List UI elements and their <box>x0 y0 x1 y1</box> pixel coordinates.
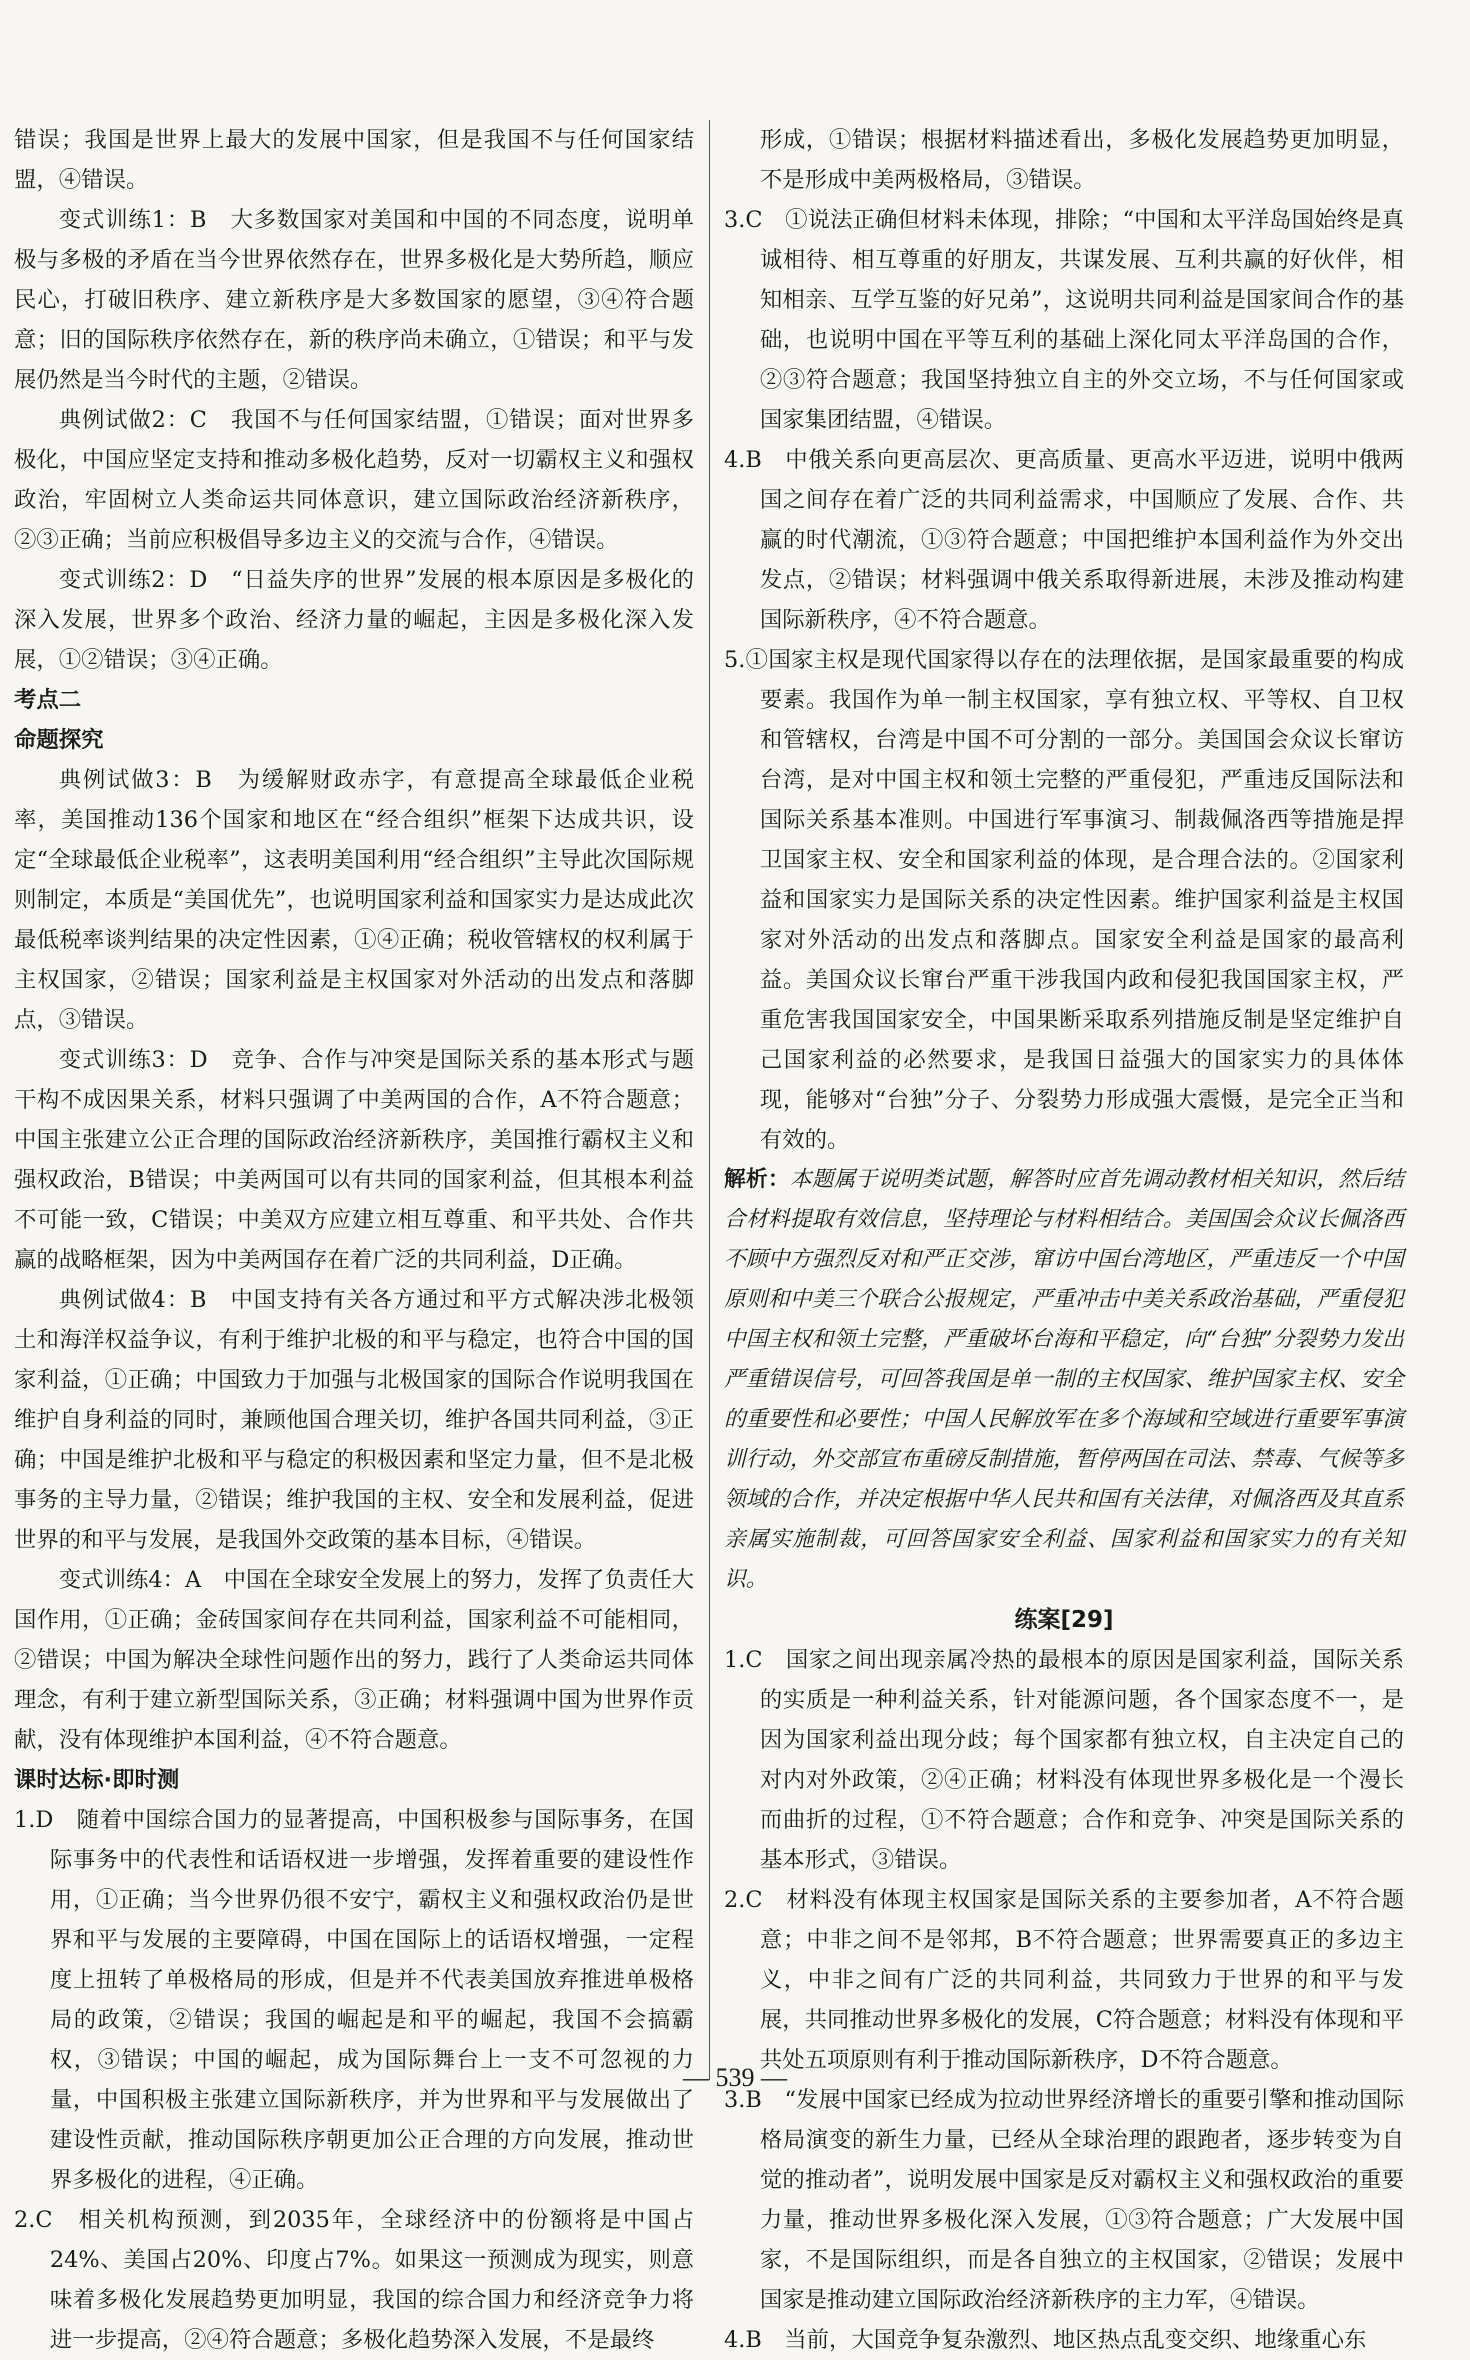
paragraph: 变式训练1：B 大多数国家对美国和中国的不同态度，说明单极与多极的矛盾在当今世界依然存在，世界多极化是大势所趋，顺应民心，打破旧秩序、建立新秩序是大多数国家的愿望，③④符合题意；旧的国际秩序依然存在，新的秩序尚未确立，①错误；和平与发展仍然是当今时代的主题，②错误。 <box>14 207 694 393</box>
analysis-label: 解析： <box>724 1167 790 1192</box>
analysis-note <box>724 1160 1404 1600</box>
answer-item: 3.B “发展中国家已经成为拉动世界经济增长的重要引擎和推动国际格局演变的新生力量，已经从全球治理的跟跑者，逐步转变为自觉的推动者”，说明发展中国家是反对霸权主义和强权政治的重要力量，推动世界多极化深入发展，①③符合题意；广大发展中国家，不是国际组织，而是各自独立的主权国家，②错误；发展中国家是推动建立国际政治经济新秩序的主力军，④错误。 <box>724 2087 1404 2313</box>
section-heading: 考点二 <box>14 687 82 713</box>
section-heading: 命题探究 <box>14 727 104 753</box>
paragraph: 形成，①错误；根据材料描述看出，多极化发展趋势更加明显，不是形成中美两极格局，③错误。 <box>759 127 1404 193</box>
right-column <box>724 120 1404 2360</box>
paragraph: 变式训练2：D “日益失序的世界”发展的根本原因是多极化的深入发展，世界多个政治、经济力量的崛起，主因是多极化深入发展，①②错误；③④正确。 <box>14 567 694 673</box>
answer-item: 3.C ①说法正确但材料未体现，排除；“中国和太平洋岛国始终是真诚相待、相互尊重的好朋友，共谋发展、互利共赢的好伙伴，相知相亲、互学互鉴的好兄弟”，这说明共同利益是国家间合作的基础，也说明中国在平等互利的基础上深化同太平洋岛国的合作，②③符合题意；我国坚持独立自主的外交立场，不与任何国家或国家集团结盟，④错误。 <box>724 207 1404 433</box>
answer-item: 2.C 材料没有体现主权国家是国际关系的主要参加者，A不符合题意；中非之间不是邻邦，B不符合题意；世界需要真正的多边主义，中非之间有广泛的共同利益，共同致力于世界的和平与发展，共同推动世界多极化的发展，C符合题意；材料没有体现和平共处五项原则有利于推动国际新秩序，D不符合题意。 <box>724 1887 1404 2073</box>
paragraph: 典例试做2：C 我国不与任何国家结盟，①错误；面对世界多极化，中国应坚定支持和推动多极化趋势，反对一切霸权主义和强权政治，牢固树立人类命运共同体意识，建立国际政治经济新秩序，②③正确；当前应积极倡导多边主义的交流与合作，④错误。 <box>14 407 694 553</box>
exercise-title: 练案[29] <box>1014 1607 1114 1633</box>
answer-item: 4.B 中俄关系向更高层次、更高质量、更高水平迈进，说明中俄两国之间存在着广泛的共同利益需求，中国顺应了发展、合作、共赢的时代潮流，①③符合题意；中国把维护本国利益作为外交出发点，②错误；材料强调中俄关系取得新进展，未涉及推动构建国际新秩序，④不符合题意。 <box>724 447 1404 633</box>
paragraph: 典例试做4：B 中国支持有关各方通过和平方式解决涉北极领土和海洋权益争议，有利于维护北极的和平与稳定，也符合中国的国家利益，①正确；中国致力于加强与北极国家的国际合作说明我国在维护自身利益的同时，兼顾他国合理关切，维护各国共同利益，③正确；中国是维护北极和平与稳定的积极因素和坚定力量，但不是北极事务的主导力量，②错误；维护我国的主权、安全和发展利益，促进世界的和平与发展，是我国外交政策的基本目标，④错误。 <box>14 1287 694 1553</box>
answer-item: 2.C 相关机构预测，到2035年，全球经济中的份额将是中国占24%、美国占20%、印度占7%。如果这一预测成为现实，则意味着多极化发展趋势更加明显，我国的综合国力和经济竞争力将进一步提高，②④符合题意；多极化趋势深入发展，不是最终 <box>14 2207 694 2353</box>
paragraph: 典例试做3：B 为缓解财政赤字，有意提高全球最低企业税率，美国推动136个国家和地区在“经合组织”框架下达成共识，设定“全球最低企业税率”，这表明美国利用“经合组织”主导此次国际规则制定，本质是“美国优先”，也说明国家利益和国家实力是达成此次最低税率谈判结果的决定性因素，①④正确；税收管辖权的权利属于主权国家，②错误；国家利益是主权国家对外活动的出发点和落脚点，③错误。 <box>14 767 694 1033</box>
left-column <box>14 120 694 2360</box>
page-number: — 539 — <box>683 2063 787 2092</box>
paragraph: 错误；我国是世界上最大的发展中国家，但是我国不与任何国家结盟，④错误。 <box>14 127 694 193</box>
answer-item: 4.B 当前，大国竞争复杂激烈、地区热点乱变交织、地缘重心东 <box>724 2327 1367 2353</box>
analysis-text: 本题属于说明类试题，解答时应首先调动教材相关知识，然后结合材料提取有效信息，坚持理论与材料相结合。美国国会众议长佩洛西不顾中方强烈反对和严正交涉，窜访中国台湾地区，严重违反一个中国原则和中美三个联合公报规定，严重冲击中美关系政治基础，严重侵犯中国主权和领土完整，严重破坏台海和平稳定，向“台独”分裂势力发出严重错误信号，可回答我国是单一制的主权国家、维护国家主权、安全的重要性和必要性；中国人民解放军在多个海域和空域进行重要军事演训行动，外交部宣布重磅反制措施，暂停两国在司法、禁毒、气候等多领域的合作，并决定根据中华人民共和国有关法律，对佩洛西及其直系亲属实施制裁，可回答国家安全利益、国家利益和国家实力的有关知识。 <box>724 1167 1404 1592</box>
answer-item: 1.C 国家之间出现亲属冷热的最根本的原因是国家利益，国际关系的实质是一种利益关系，针对能源问题，各个国家态度不一，是因为国家利益出现分歧；每个国家都有独立权，自主决定自己的对内对外政策，②④正确；材料没有体现世界多极化是一个漫长而曲折的过程，①不符合题意；合作和竞争、冲突是国际关系的基本形式，③错误。 <box>724 1647 1404 1873</box>
paragraph: 变式训练3：D 竞争、合作与冲突是国际关系的基本形式与题干构不成因果关系，材料只强调了中美两国的合作，A不符合题意；中国主张建立公正合理的国际政治经济新秩序，美国推行霸权主义和强权政治，B错误；中美两国可以有共同的国家利益，但其根本利益不可能一致，C错误；中美双方应建立相互尊重、和平共处、合作共赢的战略框架，因为中美两国存在着广泛的共同利益，D正确。 <box>14 1047 694 1273</box>
paragraph: 变式训练4：A 中国在全球安全发展上的努力，发挥了负责任大国作用，①正确；金砖国家间存在共同利益，国家利益不可能相同，②错误；中国为解决全球性问题作出的努力，践行了人类命运共同体理念，有利于建立新型国际关系，③正确；材料强调中国为世界作贡献，没有体现维护本国利益，④不符合题意。 <box>14 1567 694 1753</box>
column-divider <box>709 120 710 2080</box>
answer-item: 1.D 随着中国综合国力的显著提高，中国积极参与国际事务，在国际事务中的代表性和话语权进一步增强，发挥着重要的建设性作用，①正确；当今世界仍很不安宁，霸权主义和强权政治仍是世界和平与发展的主要障碍，中国在国际上的话语权增强，一定程度上扭转了单极格局的形成，但是并不代表美国放弃推进单极格局的政策，②错误；我国的崛起是和平的崛起，我国不会搞霸权，③错误；中国的崛起，成为国际舞台上一支不可忽视的力量，中国积极主张建立国际新秩序，并为世界和平与发展做出了建设性贡献，推动国际秩序朝更加公正合理的方向发展，推动世界多极化的进程，④正确。 <box>14 1807 694 2193</box>
section-heading: 课时达标·即时测 <box>14 1767 180 1793</box>
answer-item: 5.①国家主权是现代国家得以存在的法理依据，是国家最重要的构成要素。我国作为单一制主权国家，享有独立权、平等权、自卫权和管辖权，台湾是中国不可分割的一部分。美国国会众议长窜访台湾，是对中国主权和领土完整的严重侵犯，严重违反国际法和国际关系基本准则。中国进行军事演习、制裁佩洛西等措施是捍卫国家主权、安全和国家利益的体现，是合理合法的。②国家利益和国家实力是国际关系的决定性因素。维护国家利益是主权国家对外活动的出发点和落脚点。国家安全利益是国家的最高利益。美国众议长窜台严重干涉我国内政和侵犯我国国家主权，严重危害我国国家安全，中国果断采取系列措施反制是坚定维护自己国家利益的必然要求，是我国日益强大的国家实力的具体体现，能够对“台独”分子、分裂势力形成强大震慑，是完全正当和有效的。 <box>724 647 1404 1153</box>
